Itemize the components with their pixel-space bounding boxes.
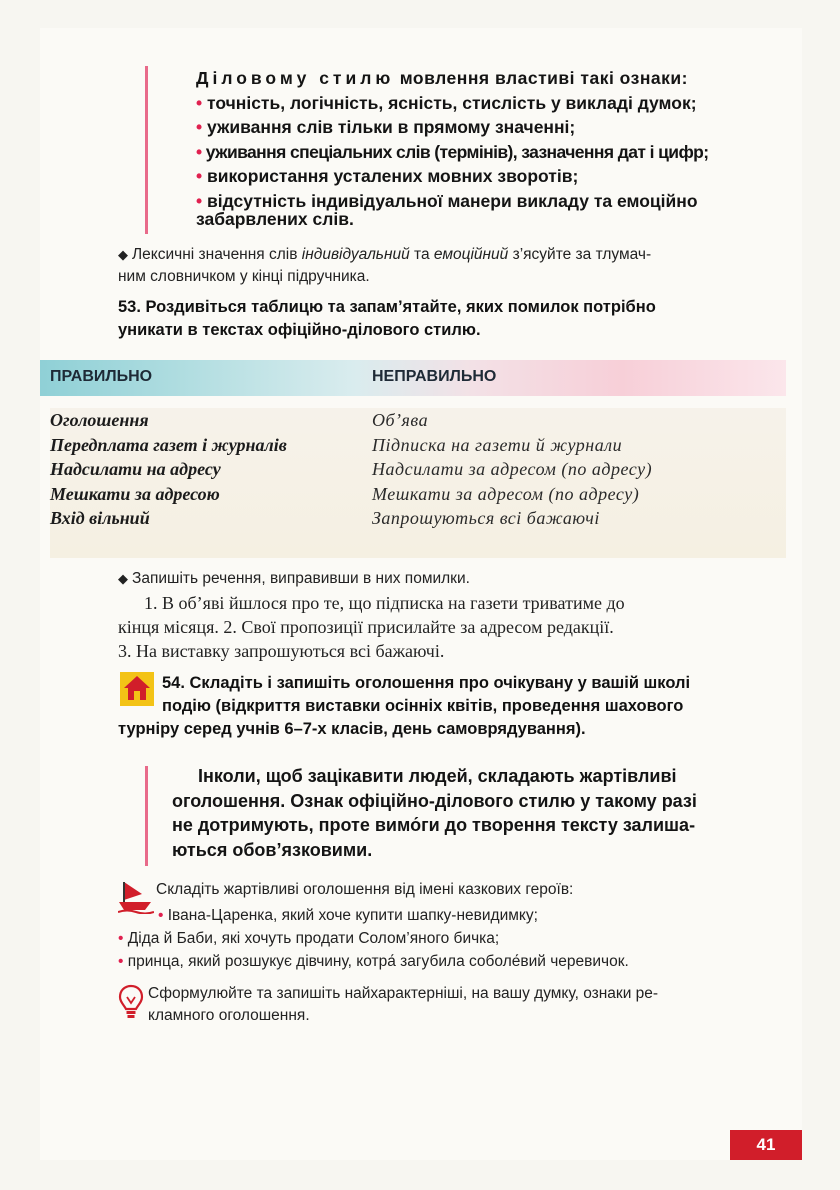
table-cell: Запрошуються всі бажаючі: [372, 508, 600, 528]
diamond-bullet-icon: ◆: [118, 247, 128, 262]
column-header-correct: ПРАВИЛЬНО: [50, 368, 153, 385]
ship-icon: [118, 880, 154, 914]
table-cell: Надсилати на адресу: [50, 459, 221, 479]
table-cell: Оголошення: [50, 410, 149, 430]
table-cell: Об’ява: [372, 410, 429, 430]
table-cell: Мешкати за адресою: [50, 483, 220, 504]
hero-item: • принца, який розшукує дівчину, котра́ загубила соболе́вий черевичок.: [118, 953, 629, 970]
vocabulary-note: ◆ Лексичні значення слів індивідуальний та емоційний з’ясуйте за тлумач- ним словничком у кінці підручника.: [118, 246, 652, 285]
incorrect-column: [372, 408, 652, 531]
column-header-incorrect: НЕПРАВИЛЬНО: [372, 368, 497, 385]
rule-bar: [145, 66, 148, 234]
table-cell: Мешкати за адресом (по адресу): [372, 483, 640, 504]
rule-block-humorous-ads: Інколи, щоб зацікавити людей, складають жартівливі оголошення. Ознак офіційно-ділового стилю у такому разі не дотримують, проте вимо́ги до творення тексту залиша- ються обов’язковими.: [172, 766, 697, 860]
hero-item: • Івана-Царенка, який хоче купити шапку-невидимку;: [158, 907, 538, 924]
rule-item-continuation: забарвлених слів.: [196, 209, 354, 229]
rule-item: • використання усталених мовних зворотів;: [196, 166, 579, 186]
rule-item: • точність, логічність, ясність, стислість у викладі думок;: [196, 92, 697, 113]
rule-item: • уживання спеціальних слів (термінів), зазначення дат і цифр;: [196, 141, 709, 162]
correct-column: [50, 408, 287, 531]
exercise-54: 54. Складіть і запишіть оголошення про очікувану у вашій школі подію (відкриття виставки осінніх квітів, проведення шахового: [162, 674, 691, 715]
rule-bar: [145, 766, 148, 866]
rule-block-business-style: [196, 66, 796, 213]
rule-item: • відсутність індивідуальної манери викладу та емоційно: [196, 190, 698, 211]
exercise-53: 53. Роздивіться таблицю та запам’ятайте, яких помилок потрібно уникати в текстах офіційно-ділового стилю.: [118, 298, 656, 339]
table-cell: Надсилати за адресом (по адресу): [372, 459, 653, 479]
correction-sentences: 1. В об’яві йшлося про те, що підписка на газети триватиме до кінця місяця. 2. Свої пропозиції присилайте за адресом редакції. 3. На виставку запрошуються всі бажаючі.: [118, 593, 625, 661]
correction-instruction: ◆ Запишіть речення, виправивши в них помилки.: [118, 570, 470, 587]
rule-title: Діловому стилю мовлення властиві такі ознаки:: [196, 68, 688, 88]
exercise-54-continuation: турніру серед учнів 6–7-х класів, день самоврядування).: [118, 720, 586, 738]
advertising-task: Сформулюйте та запишіть найхарактерніші, на вашу думку, ознаки ре- кламного оголошення.: [148, 985, 659, 1024]
table-cell: Підписка на газети й журнали: [372, 434, 623, 455]
home-icon: [120, 672, 152, 704]
rule-item: • уживання слів тільки в прямому значенні;: [196, 117, 576, 137]
table-cell: Вхід вільний: [50, 508, 150, 528]
hero-item: • Діда й Баби, які хочуть продати Солом’яного бичка;: [118, 930, 500, 947]
lightbulb-icon: [118, 984, 144, 1020]
page-number: 41: [730, 1130, 802, 1160]
humorous-ads-intro: Складіть жартівливі оголошення від імені казкових героїв:: [156, 881, 574, 898]
diamond-bullet-icon: ◆: [118, 571, 128, 586]
table-cell: Передплата газет і журналів: [50, 434, 287, 455]
